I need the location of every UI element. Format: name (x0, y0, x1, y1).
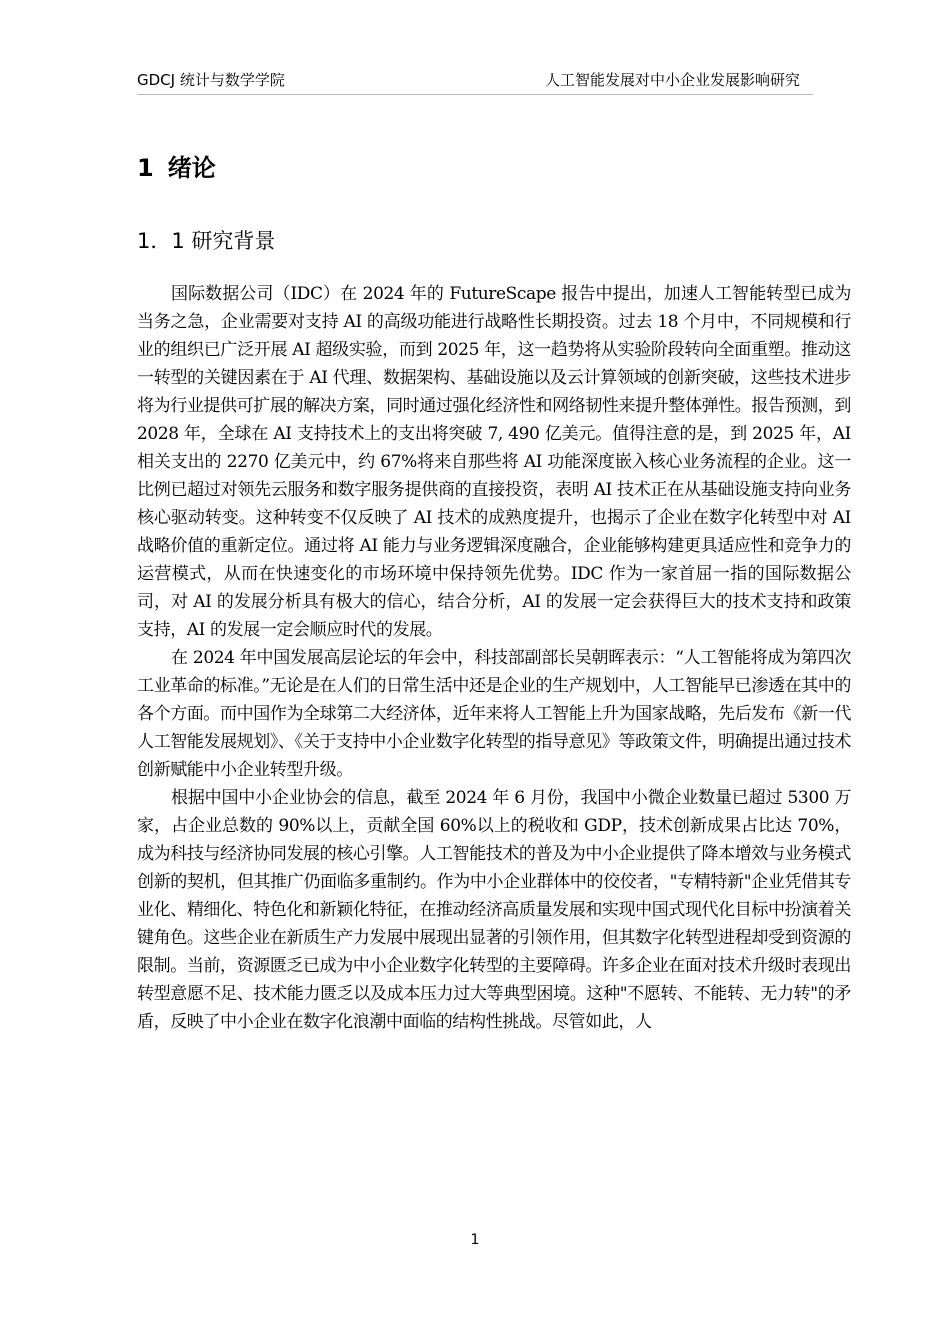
paragraph-forum: 在 2024 年中国发展高层论坛的年会中，科技部副部长吴朝晖表示：“人工智能将成为第四次工业革命的标准。”无论是在人们的日常生活中还是企业的生产规划中，人工智能早已渗透在其中的各个方面。而中国作为全球第二大经济体，近年来将人工智能上升为国家战略，先后发布《新一代人工智能发展规划》、《关于支持中小企业数字化转型的指导意见》等政策文件，明确提出通过技术创新赋能中小企业转型升级。 (137, 648, 851, 780)
page-number: 1 (470, 1232, 480, 1248)
header-rule (137, 94, 813, 95)
paragraph-sme: 根据中国中小企业协会的信息，截至 2024 年 6 月份，我国中小微企业数量已超过 5300 万家，占企业总数的 90%以上，贡献全国 60%以上的税收和 GDP，技术创新成果占比达 70%，成为科技与经济协同发展的核心引擎。人工智能技术的普及为中小企业提供了降本增效与业务模式创新的契机，但其推广仍面临多重制约。作为中小企业群体中的佼佼者，"专精特新"企业凭借其专业化、精细化、特色化和新颖化特征，在推动经济高质量发展和实现中国式现代化目标中扮演着关键角色。这些企业在新质生产力发展中展现出显著的引领作用，但其数字化转型进程却受到资源的限制。当前，资源匮乏已成为中小企业数字化转型的主要障碍。许多企业在面对技术升级时表现出转型意愿不足、技术能力匮乏以及成本压力过大等典型困境。这种"不愿转、不能转、无力转"的矛盾，反映了中小企业在数字化浪潮中面临的结构性挑战。尽管如此，人 (137, 788, 851, 1032)
header-thesis-title: 人工智能发展对中小企业发展影响研究 (544, 71, 800, 89)
page-header (137, 70, 813, 90)
chapter-heading (137, 151, 216, 185)
body-text (137, 280, 851, 1036)
section-heading: 1．1 研究背景 (137, 229, 276, 253)
chapter-number: 1 (137, 154, 154, 182)
header-institution: GDCJ 统计与数学学院 (137, 71, 285, 89)
paragraph-idc: 国际数据公司（IDC）在 2024 年的 FutureScape 报告中提出，加速人工智能转型已成为当务之急，企业需要对支持 AI 的高级功能进行战略性长期投资。过去 18 个月中，不同规模和行业的组织已广泛开展 AI 超级实验，而到 2025 年，这一趋势将从实验阶段转向全面重塑。推动这一转型的关键因素在于 AI 代理、数据架构、基础设施以及云计算领域的创新突破，这些技术进步将为行业提供可扩展的解决方案，同时通过强化经济性和网络韧性来提升整体弹性。报告预测，到 2028 年，全球在 AI 支持技术上的支出将突破 7, 490 亿美元。值得注意的是，到 2025 年，AI 相关支出的 2270 亿美元中，约 67%将来自那些将 AI 功能深度嵌入核心业务流程的企业。这一比例已超过对领先云服务和数字服务提供商的直接投资，表明 AI 技术正在从基础设施支持向业务核心驱动转变。这种转变不仅反映了 AI 技术的成熟度提升，也揭示了企业在数字化转型中对 AI 战略价值的重新定位。通过将 AI 能力与业务逻辑深度融合，企业能够构建更具适应性和竞争力的运营模式，从而在快速变化的市场环境中保持领先优势。IDC 作为一家首屈一指的国际数据公司，对 AI 的发展分析具有极大的信心，结合分析，AI 的发展一定会获得巨大的技术支持和政策支持，AI 的发展一定会顺应时代的发展。 (137, 284, 851, 640)
chapter-title: 绪论 (167, 154, 216, 182)
